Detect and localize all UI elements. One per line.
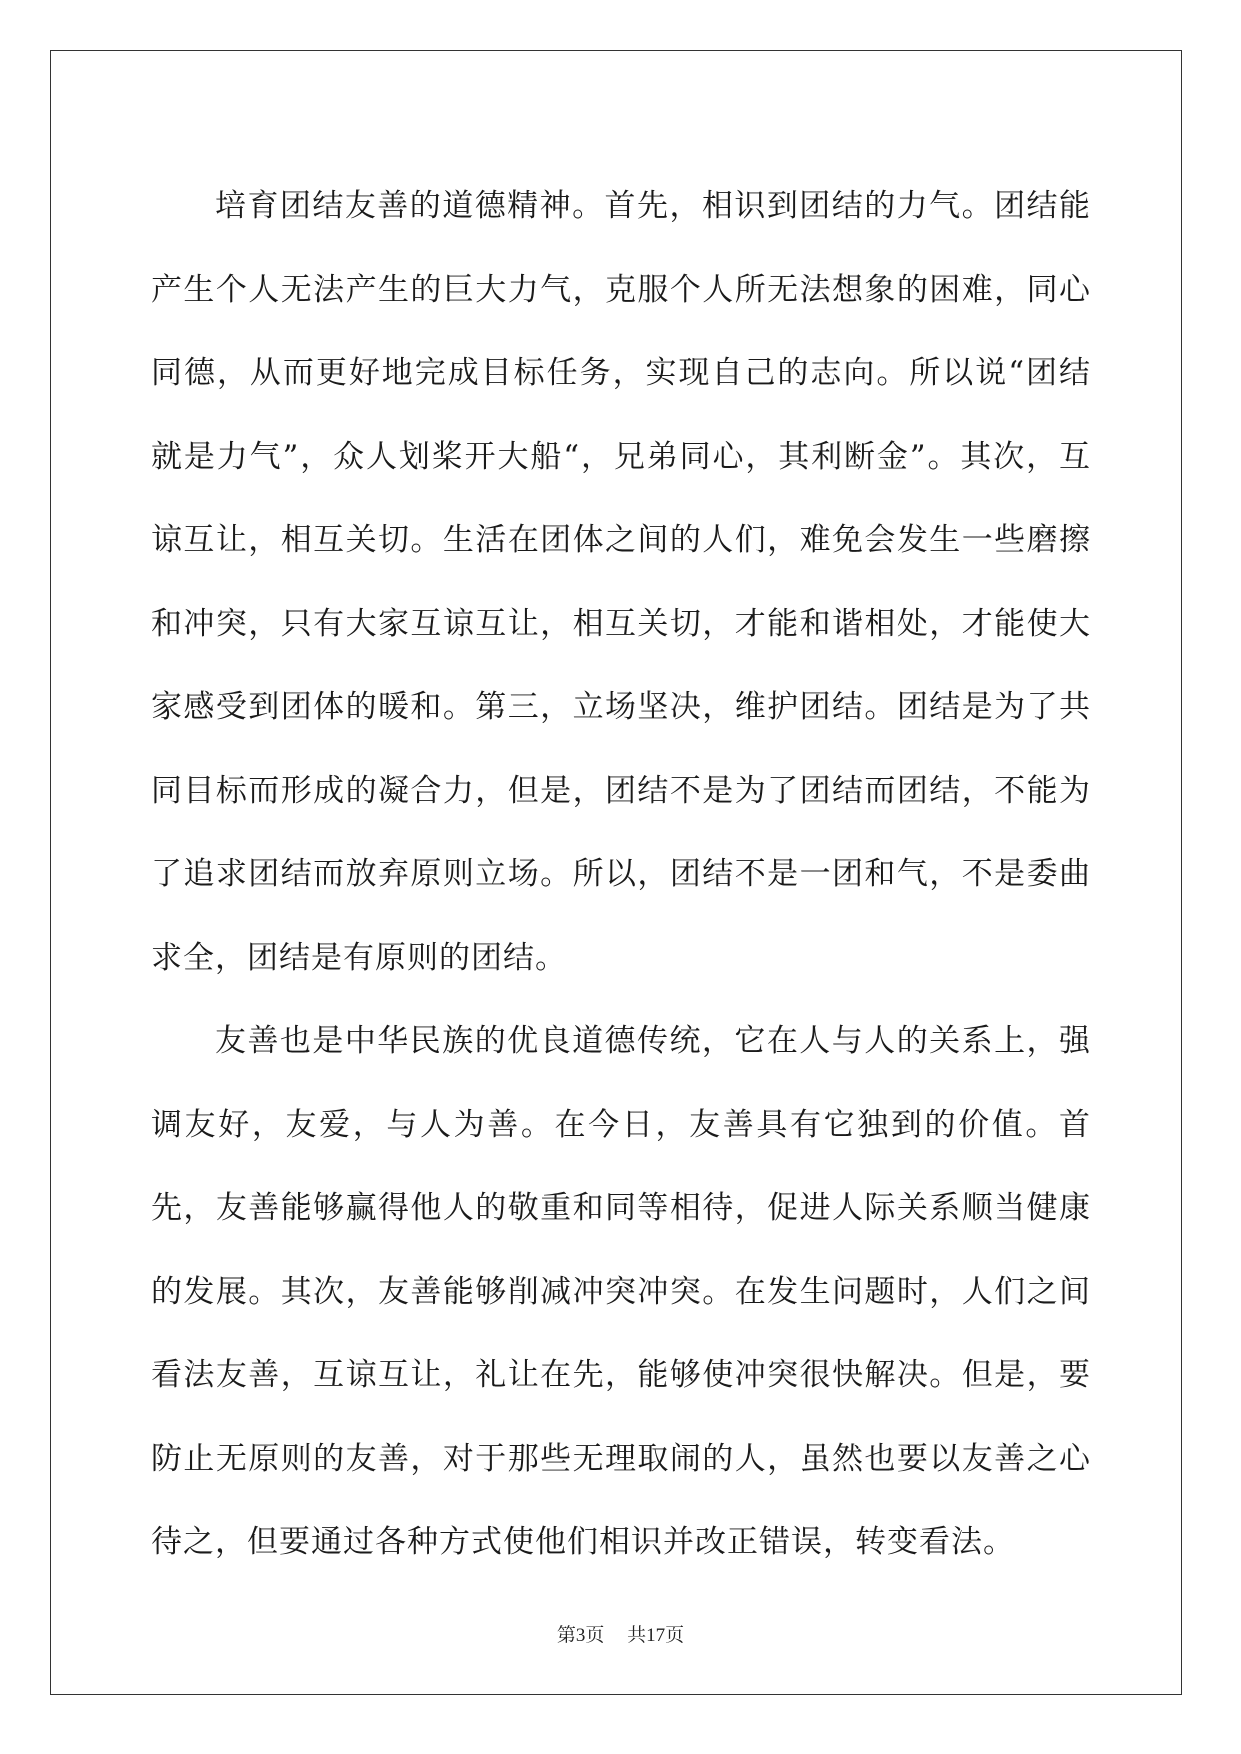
page-number-current: 第3页 [556, 1625, 605, 1646]
paragraph-1: 培育团结友善的道德精神。首先，相识到团结的力气。团结能产生个人无法产生的巨大力气，克服个人所无法想象的困难，同心同德，从而更好地完成目标任务，实现自己的志向。所以说“团结就是力气”，众人划桨开大船“，兄弟同心，其利断金”。其次，互谅互让，相互关切。生活在团体之间的人们，难免会发生一些磨擦和冲突，只有大家互谅互让，相互关切，才能和谐相处，才能使大家感受到团体的暖和。第三，立场坚决，维护团结。团结是为了共同目标而形成的凝合力，但是，团结不是为了团结而团结，不能为了追求团结而放弃原则立场。所以，团结不是一团和气，不是委曲求全，团结是有原则的团结。 [151, 188, 1091, 976]
document-body [151, 165, 1091, 1585]
paragraph-2: 友善也是中华民族的优良道德传统，它在人与人的关系上，强调友好，友爱，与人为善。在今日，友善具有它独到的价值。首先，友善能够赢得他人的敬重和同等相待，促进人际关系顺当健康的发展。其次，友善能够削减冲突冲突。在发生问题时，人们之间看法友善，互谅互让，礼让在先，能够使冲突很快解决。但是，要防止无原则的友善，对于那些无理取闹的人，虽然也要以友善之心待之，但要通过各种方式使他们相识并改正错误，转变看法。 [151, 1023, 1091, 1560]
page-number-total: 共17页 [627, 1625, 685, 1646]
page-footer [0, 1620, 1241, 1647]
